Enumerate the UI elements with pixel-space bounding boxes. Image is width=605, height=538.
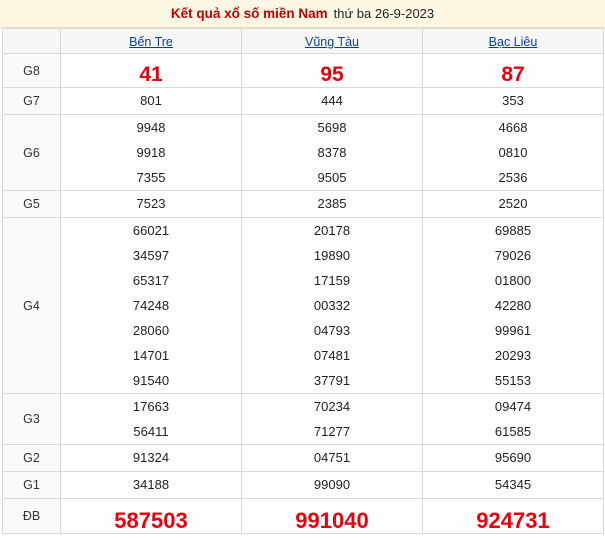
number: 01800	[494, 273, 532, 288]
number: 37791	[313, 373, 351, 388]
number: 09474	[494, 399, 532, 414]
number: 65317	[132, 273, 170, 288]
number: 8378	[317, 145, 347, 160]
number: 924731	[476, 507, 550, 533]
prize-cell-g5-ben-tre	[61, 191, 242, 218]
prize-label-g7: G7	[3, 88, 61, 115]
number: 55153	[494, 373, 532, 388]
prize-label-g1: G1	[3, 472, 61, 499]
number: 74248	[132, 298, 170, 313]
number: 7355	[136, 170, 166, 185]
number: 99961	[494, 323, 532, 338]
number: 9505	[317, 170, 347, 185]
number: 00332	[313, 298, 351, 313]
number: 66021	[132, 223, 170, 238]
prize-cell-g6-vung-tau	[242, 115, 423, 191]
number: 34597	[132, 248, 170, 263]
number: 2536	[498, 170, 528, 185]
number: 91324	[132, 450, 170, 465]
prize-cell-g5-vung-tau	[242, 191, 423, 218]
prize-cell-g3-ben-tre	[61, 394, 242, 445]
number: 17663	[132, 399, 170, 414]
number: 07481	[313, 348, 351, 363]
prize-label-g6: G6	[3, 115, 61, 191]
prize-cell-g4-bac-lieu	[423, 218, 604, 394]
number: 91540	[132, 373, 170, 388]
number: 17159	[313, 273, 351, 288]
number: 991040	[295, 507, 369, 533]
number: 5698	[317, 120, 347, 135]
number: 87	[501, 63, 525, 86]
prize-label-g4: G4	[3, 218, 61, 394]
table-row	[3, 54, 604, 88]
number: 04793	[313, 323, 351, 338]
prize-cell-g2-vung-tau	[242, 445, 423, 472]
corner-cell	[3, 29, 61, 54]
prize-cell-g7-bac-lieu	[423, 88, 604, 115]
number: 99090	[313, 477, 351, 492]
number: 9918	[136, 145, 166, 160]
province-link-vung-tau[interactable]: Vũng Tàu	[305, 34, 359, 49]
prize-cell-db-vung-tau	[242, 499, 423, 534]
number: 14701	[132, 348, 170, 363]
prize-label-g3: G3	[3, 394, 61, 445]
prize-cell-g7-ben-tre	[61, 88, 242, 115]
number: 04751	[313, 450, 351, 465]
number: 95690	[494, 450, 532, 465]
number: 4668	[498, 120, 528, 135]
results-table-body	[3, 29, 604, 534]
prize-cell-g8-bac-lieu	[423, 54, 604, 88]
page-title: Kết quả xổ số miền Nam	[170, 6, 328, 21]
prize-cell-g4-vung-tau	[242, 218, 423, 394]
number: 444	[321, 93, 343, 108]
province-header-vung-tau	[242, 29, 423, 54]
prize-cell-g2-ben-tre	[61, 445, 242, 472]
prize-cell-g4-ben-tre	[61, 218, 242, 394]
number: 41	[139, 63, 163, 86]
prize-cell-g8-vung-tau	[242, 54, 423, 88]
prize-label-db: ĐB	[3, 499, 61, 534]
prize-cell-db-ben-tre	[61, 499, 242, 534]
prize-cell-g3-vung-tau	[242, 394, 423, 445]
number: 0810	[498, 145, 528, 160]
number: 587503	[114, 507, 188, 533]
number: 2385	[317, 196, 347, 211]
number: 69885	[494, 223, 532, 238]
prize-cell-db-bac-lieu	[423, 499, 604, 534]
prize-cell-g2-bac-lieu	[423, 445, 604, 472]
prize-cell-g1-bac-lieu	[423, 472, 604, 499]
prize-label-g5: G5	[3, 191, 61, 218]
number: 79026	[494, 248, 532, 263]
number: 801	[140, 93, 162, 108]
number: 20293	[494, 348, 532, 363]
table-header-row	[3, 29, 604, 54]
table-row	[3, 115, 604, 191]
table-row	[3, 191, 604, 218]
page-header	[0, 0, 605, 28]
number: 28060	[132, 323, 170, 338]
number: 70234	[313, 399, 351, 414]
prize-cell-g3-bac-lieu	[423, 394, 604, 445]
prize-cell-g8-ben-tre	[61, 54, 242, 88]
number: 19890	[313, 248, 351, 263]
results-table	[2, 28, 604, 534]
number: 42280	[494, 298, 532, 313]
number: 353	[502, 93, 524, 108]
number: 61585	[494, 424, 532, 439]
prize-label-g8: G8	[3, 54, 61, 88]
prize-cell-g5-bac-lieu	[423, 191, 604, 218]
table-row	[3, 472, 604, 499]
number: 95	[320, 63, 344, 86]
table-row	[3, 218, 604, 394]
number: 54345	[494, 477, 532, 492]
number: 20178	[313, 223, 351, 238]
result-date: thứ ba 26-9-2023	[333, 6, 435, 21]
prize-cell-g1-vung-tau	[242, 472, 423, 499]
table-row	[3, 88, 604, 115]
province-link-ben-tre[interactable]: Bến Tre	[129, 34, 173, 49]
number: 71277	[313, 424, 351, 439]
number: 2520	[498, 196, 528, 211]
province-link-bac-lieu[interactable]: Bạc Liêu	[488, 34, 538, 49]
number: 34188	[132, 477, 170, 492]
prize-cell-g6-bac-lieu	[423, 115, 604, 191]
table-row	[3, 499, 604, 534]
prize-label-g2: G2	[3, 445, 61, 472]
table-row	[3, 445, 604, 472]
prize-cell-g1-ben-tre	[61, 472, 242, 499]
province-header-ben-tre	[61, 29, 242, 54]
prize-cell-g6-ben-tre	[61, 115, 242, 191]
prize-cell-g7-vung-tau	[242, 88, 423, 115]
number: 56411	[133, 424, 169, 439]
province-header-bac-lieu	[423, 29, 604, 54]
number: 7523	[136, 196, 166, 211]
table-row	[3, 394, 604, 445]
number: 9948	[136, 120, 166, 135]
